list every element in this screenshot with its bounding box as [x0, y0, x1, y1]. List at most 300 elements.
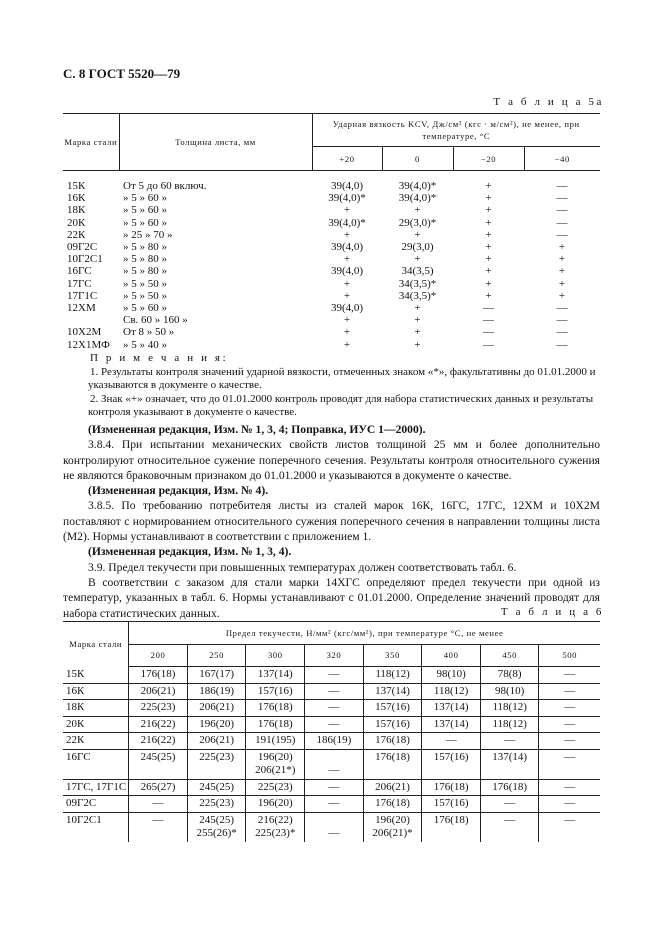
- table5a-caption: Т а б л и ц а 5а: [493, 96, 604, 108]
- steel-grade-cell: 20К: [63, 716, 129, 733]
- table5a-body: [63, 171, 600, 351]
- impact-value-cell: 39(4,0): [330, 241, 364, 254]
- impact-value-cell: +: [343, 204, 351, 217]
- yield-value-cell: [187, 749, 246, 779]
- yield-value-cell: [305, 683, 364, 700]
- yield-value: 191(195): [255, 734, 296, 746]
- table5a-temp-header: 0: [382, 147, 453, 171]
- yield-value-cell: [363, 796, 422, 813]
- yield-value: 176(18): [433, 780, 469, 793]
- yield-value-cell: [246, 733, 305, 750]
- impact-value-cell: +: [414, 253, 421, 266]
- yield-value: 216(22): [140, 734, 176, 746]
- thickness-cell: » 5 » 40 »: [123, 338, 167, 351]
- yield-value: 137(14): [257, 668, 293, 680]
- yield-value-cell: [246, 812, 305, 842]
- table5a-header-grade: Марка стали: [63, 114, 119, 171]
- yield-value: 157(16): [433, 797, 469, 809]
- yield-value: [307, 814, 361, 828]
- impact-value-cell: —: [483, 314, 494, 327]
- yield-value-cell: [246, 667, 305, 684]
- steel-grade-cell: 16К: [63, 683, 129, 700]
- impact-value-cell: +: [558, 289, 566, 302]
- table6-temp-header: 400: [422, 645, 481, 667]
- yield-value: —: [328, 717, 340, 730]
- yield-value-cell: [363, 700, 422, 717]
- yield-value-cell: [480, 812, 539, 842]
- yield-value-cell: [539, 796, 600, 813]
- yield-value-cell: [129, 667, 188, 684]
- yield-value-cell: [305, 812, 364, 842]
- steel-grade-cell: 09Г2С: [67, 241, 98, 254]
- yield-value-cell: [129, 700, 188, 717]
- clause-3-8-5: 3.8.5. По требованию потребителя листы из сталей марок 16К, 16ГС, 17ГС, 12ХМ и 10Х2М поставляют с нормированием относительного сужения поперечного сечения в направлении толщины листа (М2). Нормы устанавливают в соответствии с приложением 1.: [63, 499, 600, 544]
- yield-value-cell: [129, 779, 188, 796]
- yield-value-cell: [187, 667, 246, 684]
- thickness-cell: » 5 » 80 »: [123, 241, 167, 254]
- yield-value: —: [564, 684, 576, 697]
- impact-value-cell: +: [343, 326, 351, 339]
- yield-value-cell: [480, 700, 539, 717]
- table-row: [63, 779, 600, 796]
- impact-value-cell: +: [558, 277, 566, 290]
- impact-value-cell: +: [414, 326, 421, 339]
- impact-value-cell: 39(4,0)*: [328, 216, 366, 229]
- impact-value-cell: 34(3,5): [401, 265, 434, 278]
- body-text: [63, 422, 600, 621]
- table-row: [63, 667, 600, 684]
- yield-value-cell: [363, 779, 422, 796]
- table5a-temp-header: +20: [312, 147, 382, 171]
- steel-grade-cell: 10Х2М: [67, 326, 102, 339]
- table-row: [63, 749, 600, 779]
- impact-value-cell: —: [483, 301, 494, 314]
- thickness-cell: » 25 » 70 »: [123, 228, 173, 241]
- steel-grade-cell: 16ГС: [63, 749, 129, 779]
- yield-value-cell: [539, 779, 600, 796]
- yield-value: 196(20): [257, 797, 293, 809]
- yield-value: 118(12): [375, 668, 410, 680]
- impact-value-cell: +: [414, 301, 421, 314]
- yield-value: 225(23): [199, 750, 235, 763]
- steel-grade-cell: 16ГС: [67, 265, 92, 278]
- table5a-header-impact: Ударная вязкость KCV, Дж/см² (кгс · м/см²), не менее, при температуре, °С: [312, 114, 600, 147]
- impact-value-cell: —: [556, 326, 568, 339]
- yield-value: —: [564, 701, 576, 713]
- yield-value: —: [564, 750, 576, 763]
- yield-value: 206(21): [375, 780, 410, 793]
- impact-value-cell: 29(3,0)*: [398, 216, 437, 229]
- yield-value-cell: [187, 812, 246, 842]
- steel-grade-cell: 22К: [67, 228, 86, 241]
- yield-value: —: [152, 797, 164, 809]
- clause-3-9: 3.9. Предел текучести при повышенных температурах должен соответствовать табл. 6.: [88, 560, 517, 574]
- table-row: [63, 812, 600, 842]
- yield-value-cell: [422, 749, 481, 779]
- yield-value-cell: [422, 796, 481, 813]
- yield-value-cell: [422, 733, 481, 750]
- thickness-cell: » 5 » 60 »: [123, 301, 167, 314]
- impact-value-cell: +: [414, 338, 421, 351]
- yield-value: 186(19): [199, 684, 235, 697]
- yield-value-cell: [305, 749, 364, 779]
- yield-value: 137(14): [492, 750, 528, 763]
- impact-value-cell: +: [343, 289, 351, 302]
- impact-value-cell: +: [485, 180, 492, 193]
- yield-value: —: [564, 717, 576, 730]
- impact-value-cell: —: [556, 192, 568, 205]
- yield-value-cell: [480, 796, 539, 813]
- yield-value-cell: [480, 749, 539, 779]
- yield-value: —: [564, 734, 576, 746]
- yield-value: —: [152, 813, 164, 826]
- impact-value-cell: +: [343, 253, 351, 266]
- impact-value-cell: 34(3,5)*: [398, 277, 437, 290]
- yield-value: 118(12): [492, 701, 527, 713]
- yield-value: —: [504, 813, 516, 826]
- amendment-note: (Измененная редакция, Изм. № 4).: [88, 484, 269, 498]
- impact-value-cell: —: [556, 204, 568, 217]
- table-row: [63, 265, 600, 277]
- yield-value-cell: [363, 812, 422, 842]
- yield-value: —: [328, 684, 340, 697]
- table-row: [63, 278, 600, 290]
- yield-value-cell: [363, 716, 422, 733]
- yield-value-cell: [129, 683, 188, 700]
- yield-value-cell: [539, 667, 600, 684]
- yield-value-cell: [187, 683, 246, 700]
- table-row: [63, 314, 600, 326]
- notes-block: [88, 352, 600, 420]
- table-row: [63, 229, 600, 241]
- clause-3-9-detail: В соответствии с заказом для стали марки 14ХГС определяют предел текучести при одной из температур, указанных в табл. 6. Нормы устанавливают с 01.01.2000. Определение значений проводят для набора статистических данных.: [63, 575, 600, 620]
- yield-value-cell: [539, 716, 600, 733]
- yield-value: 157(16): [375, 717, 410, 730]
- yield-value-cell: [129, 796, 188, 813]
- impact-value-cell: +: [343, 338, 351, 351]
- yield-value: 176(18): [433, 813, 469, 826]
- thickness-cell: » 5 » 60 »: [123, 204, 167, 217]
- steel-grade-cell: 10Г2С1: [67, 253, 103, 266]
- yield-value: —: [328, 764, 340, 776]
- yield-value: 206(21): [199, 734, 235, 746]
- thickness-cell: » 5 » 60 »: [123, 216, 167, 229]
- impact-value-cell: 39(4,0)*: [398, 192, 437, 205]
- table-5a: [63, 113, 600, 351]
- yield-value-cell: [480, 683, 539, 700]
- impact-value-cell: +: [485, 204, 492, 217]
- impact-value-cell: +: [485, 277, 492, 290]
- yield-value: —: [328, 797, 340, 809]
- yield-value: 196(20): [257, 750, 293, 763]
- thickness-cell: Св. 60 » 160 »: [123, 314, 188, 327]
- yield-value-cell: [187, 700, 246, 717]
- impact-value-cell: +: [558, 265, 566, 278]
- amendment-note: (Измененная редакция, Изм. № 1, 3, 4).: [88, 545, 292, 559]
- table-row: [63, 290, 600, 302]
- table-row: [63, 796, 600, 813]
- steel-grade-cell: 20К: [67, 216, 86, 229]
- yield-value-cell: [422, 683, 481, 700]
- thickness-cell: » 5 » 80 »: [123, 253, 167, 266]
- yield-value-cell: [539, 733, 600, 750]
- steel-grade-cell: 15К: [67, 180, 86, 193]
- table-6: [63, 621, 600, 842]
- impact-value-cell: —: [483, 338, 494, 351]
- yield-value: [307, 751, 361, 765]
- table6-caption: Т а б л и ц а 6: [500, 606, 604, 618]
- impact-value-cell: +: [343, 228, 351, 241]
- yield-value: 196(20): [199, 717, 235, 730]
- table6-temp-header: 450: [480, 645, 539, 667]
- yield-value: 157(16): [375, 701, 410, 713]
- table-row: [63, 338, 600, 350]
- steel-grade-cell: 15К: [63, 667, 129, 684]
- yield-value: —: [328, 701, 340, 713]
- yield-value: 225(23): [140, 701, 176, 713]
- yield-value-cell: [305, 667, 364, 684]
- yield-value: —: [564, 780, 576, 793]
- table-row: [63, 192, 600, 204]
- impact-value-cell: +: [485, 289, 492, 302]
- steel-grade-cell: 12ХМ: [67, 301, 96, 314]
- yield-value: 206(21): [140, 684, 176, 697]
- table6-temp-header: 350: [363, 645, 422, 667]
- yield-value: 206(21*): [255, 764, 296, 776]
- impact-value-cell: —: [556, 216, 568, 229]
- amendment-note: (Измененная редакция, Изм. № 1, 3, 4; Поправка, ИУС 1—2000).: [88, 423, 426, 436]
- yield-value: 196(20): [375, 813, 410, 826]
- impact-value-cell: —: [556, 338, 568, 351]
- yield-value-cell: [363, 749, 422, 779]
- yield-value-cell: [480, 733, 539, 750]
- yield-value-cell: [187, 796, 246, 813]
- yield-value: 206(21): [199, 701, 235, 713]
- impact-value-cell: +: [343, 314, 351, 327]
- table-row: [63, 241, 600, 253]
- yield-value: —: [445, 734, 457, 746]
- yield-value: —: [564, 668, 576, 680]
- yield-value: —: [328, 780, 340, 793]
- impact-value-cell: —: [556, 314, 568, 327]
- steel-grade-cell: 09Г2С: [63, 796, 129, 813]
- yield-value: 98(10): [436, 668, 466, 680]
- yield-value-cell: [422, 667, 481, 684]
- yield-value-cell: [129, 716, 188, 733]
- thickness-cell: » 5 » 50 »: [123, 289, 167, 302]
- yield-value: 245(25): [199, 780, 235, 793]
- yield-value: —: [564, 797, 576, 809]
- table5a-header-thickness: Толщина листа, мм: [119, 114, 312, 171]
- yield-value-cell: [422, 716, 481, 733]
- yield-value: 225(23)*: [255, 827, 296, 839]
- table-row: [63, 217, 600, 229]
- note-2: 2. Знак «+» означает, что до 01.01.2000 контроль проводят для набора статистических данных и результаты контроля указывают в документе о качестве.: [88, 392, 594, 419]
- yield-value-cell: [246, 796, 305, 813]
- impact-value-cell: —: [556, 180, 568, 193]
- table-row: [63, 204, 600, 216]
- yield-value: 78(8): [497, 668, 522, 680]
- yield-value: 137(14): [375, 684, 410, 697]
- yield-value: —: [504, 734, 516, 746]
- impact-value-cell: +: [558, 253, 566, 266]
- impact-value-cell: 39(4,0): [330, 180, 364, 193]
- yield-value: 176(18): [375, 734, 410, 746]
- impact-value-cell: —: [556, 301, 568, 314]
- yield-value-cell: [422, 779, 481, 796]
- steel-grade-cell: 10Г2С1: [66, 813, 102, 826]
- impact-value-cell: 29(3,0): [401, 241, 434, 254]
- note-1: 1. Результаты контроля значений ударной вязкости, отмеченных знаком «*», факультативны до 01.01.2000 и указываются в документе о качестве.: [88, 365, 596, 392]
- yield-value: 186(19): [316, 734, 352, 746]
- thickness-cell: » 5 » 50 »: [123, 277, 167, 290]
- steel-grade-cell: 16К: [67, 192, 86, 205]
- yield-value: 176(18): [257, 701, 293, 713]
- yield-value: 137(14): [433, 717, 469, 730]
- table-row: [63, 700, 600, 717]
- impact-value-cell: 39(4,0)*: [398, 180, 437, 193]
- yield-value-cell: [539, 749, 600, 779]
- impact-value-cell: +: [485, 265, 492, 278]
- yield-value: 176(18): [140, 668, 176, 680]
- steel-grade-cell: 17ГС: [67, 277, 92, 290]
- yield-value: 206(21)*: [372, 827, 413, 839]
- impact-value-cell: +: [558, 241, 566, 254]
- impact-value-cell: +: [414, 314, 421, 327]
- impact-value-cell: 34(3,5)*: [398, 289, 437, 302]
- table-row: [63, 683, 600, 700]
- table6-temp-header: 320: [305, 645, 364, 667]
- table6-body: [63, 667, 600, 842]
- yield-value-cell: [480, 779, 539, 796]
- impact-value-cell: 39(4,0)*: [328, 192, 366, 205]
- yield-value-cell: [246, 683, 305, 700]
- impact-value-cell: +: [485, 241, 492, 254]
- table6-temp-header: 500: [539, 645, 600, 667]
- impact-value-cell: 39(4,0): [330, 265, 364, 278]
- yield-value-cell: [422, 700, 481, 717]
- table6-temp-header: 250: [187, 645, 246, 667]
- impact-value-cell: +: [414, 228, 421, 241]
- impact-value-cell: +: [485, 253, 492, 266]
- yield-value-cell: [480, 716, 539, 733]
- steel-grade-cell: 22К: [63, 733, 129, 750]
- yield-value: 157(16): [257, 684, 293, 697]
- yield-value: —: [328, 668, 340, 680]
- yield-value-cell: [246, 749, 305, 779]
- yield-value: —: [504, 797, 516, 809]
- table-row: [63, 326, 600, 338]
- yield-value: 255(26)*: [196, 827, 237, 839]
- impact-value-cell: —: [483, 326, 494, 339]
- yield-value-cell: [305, 733, 364, 750]
- table-row: [63, 716, 600, 733]
- thickness-cell: От 8 » 50 »: [123, 326, 175, 339]
- table6-temp-header: 200: [129, 645, 188, 667]
- yield-value: 118(12): [492, 717, 527, 730]
- yield-value-cell: [363, 667, 422, 684]
- yield-value-cell: [246, 779, 305, 796]
- table-row: [63, 180, 600, 192]
- yield-value: 216(22): [257, 813, 293, 826]
- yield-value-cell: [187, 733, 246, 750]
- impact-value-cell: +: [485, 216, 492, 229]
- yield-value: 245(25): [199, 813, 235, 826]
- yield-value-cell: [129, 733, 188, 750]
- table-row: [63, 302, 600, 314]
- yield-value: 176(18): [492, 780, 528, 793]
- impact-value-cell: +: [343, 277, 351, 290]
- yield-value-cell: [187, 779, 246, 796]
- yield-value: —: [328, 827, 340, 839]
- steel-grade-cell: 18К: [67, 204, 86, 217]
- table5a-temp-header: −40: [524, 147, 600, 171]
- yield-value: 176(18): [375, 797, 410, 809]
- impact-value-cell: +: [414, 204, 421, 217]
- impact-value-cell: +: [485, 192, 492, 205]
- yield-value-cell: [129, 749, 188, 779]
- yield-value-cell: [539, 700, 600, 717]
- yield-value-cell: [539, 812, 600, 842]
- steel-grade-cell: [63, 314, 119, 326]
- yield-value: 176(18): [257, 717, 293, 730]
- yield-value: 118(12): [433, 684, 469, 697]
- table-row: [63, 733, 600, 750]
- steel-grade-cell: 17ГС, 17Г1С: [63, 779, 129, 796]
- table5a-temp-header: −20: [453, 147, 524, 171]
- thickness-cell: » 5 » 60 »: [123, 192, 167, 205]
- yield-value: 216(22): [140, 717, 176, 730]
- yield-value-cell: [187, 716, 246, 733]
- clause-3-8-4: 3.8.4. При испытании механических свойств листов толщиной 25 мм и более дополнительно контролируют относительное сужение поперечного сечения. Результаты контроля относительного сужения не являются браковочным признаком до 01.01.2000 и указываются в документе о качестве.: [63, 438, 600, 482]
- steel-grade-cell: 18К: [63, 700, 129, 717]
- notes-title: П р и м е ч а н и я:: [90, 352, 229, 364]
- yield-value: 265(27): [140, 780, 176, 793]
- yield-value: 225(23): [199, 797, 235, 809]
- yield-value-cell: [363, 733, 422, 750]
- yield-value: 167(17): [199, 668, 235, 680]
- steel-grade-cell: 17Г1С: [67, 289, 98, 302]
- yield-value-cell: [363, 683, 422, 700]
- impact-value-cell: +: [485, 228, 492, 241]
- yield-value: 157(16): [433, 750, 469, 763]
- yield-value-cell: [246, 716, 305, 733]
- table6-temp-header: 300: [246, 645, 305, 667]
- steel-grade-cell: 12Х1МФ: [67, 338, 110, 351]
- table-row: [63, 253, 600, 265]
- yield-value: 176(18): [375, 750, 410, 763]
- yield-value: 137(14): [433, 701, 469, 713]
- impact-value-cell: —: [556, 228, 568, 241]
- yield-value-cell: [246, 700, 305, 717]
- table6-header-yield: Предел текучести, Н/мм² (кгс/мм²), при температуре °С, не менее: [129, 622, 600, 645]
- table6-header-grade: Марка стали: [63, 622, 129, 667]
- yield-value-cell: [305, 796, 364, 813]
- yield-value-cell: [129, 812, 188, 842]
- impact-value-cell: 39(4,0): [330, 301, 364, 314]
- page-header: С. 8 ГОСТ 5520—79: [63, 66, 181, 81]
- yield-value: —: [564, 813, 576, 826]
- yield-value-cell: [422, 812, 481, 842]
- yield-value-cell: [305, 779, 364, 796]
- yield-value-cell: [480, 667, 539, 684]
- yield-value-cell: [305, 716, 364, 733]
- yield-value: 225(23): [257, 780, 293, 793]
- yield-value-cell: [539, 683, 600, 700]
- thickness-cell: » 5 » 80 »: [123, 265, 167, 278]
- yield-value-cell: [305, 700, 364, 717]
- yield-value: 245(25): [140, 750, 176, 763]
